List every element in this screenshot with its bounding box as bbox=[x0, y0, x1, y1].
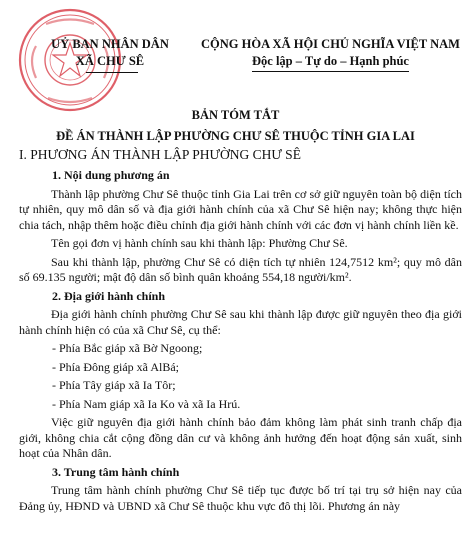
document-title: BẢN TÓM TẮT bbox=[191, 108, 280, 122]
section-heading: I. PHƯƠNG ÁN THÀNH LẬP PHƯỜNG CHƯ SÊ bbox=[19, 147, 301, 162]
authority-underline bbox=[86, 72, 138, 73]
list-item: - Phía Nam giáp xã Ia Ko và xã Ia Hrú. bbox=[52, 396, 241, 411]
paragraph: Địa giới hành chính phường Chư Sê sau khi thành lập được giữ nguyên theo địa giới hành chính hiện có của xã Chư Sê, cụ thể: bbox=[19, 307, 462, 337]
paragraph: Sau khi thành lập, phường Chư Sê có diện tích tự nhiên 124,7512 km²; quy mô dân số 69.135 người; mật độ dân số bình quân khoảng 554,18 người/km². bbox=[19, 254, 462, 284]
paragraph: Trung tâm hành chính phường Chư Sê tiếp tục được bố trí tại trụ sở hiện nay của Đảng ủy, HĐND và UBND xã Chư Sê thuộc khu vực đô thị lõi. Phương án này bbox=[19, 483, 462, 513]
authority-line2: XÃ CHƯ SÊ bbox=[75, 54, 145, 68]
list-item: - Phía Đông giáp xã AlBá; bbox=[52, 359, 179, 374]
document-body bbox=[19, 168, 462, 517]
issuing-authority bbox=[20, 36, 200, 70]
paragraph: Tên gọi đơn vị hành chính sau khi thành lập: Phường Chư Sê. bbox=[51, 236, 348, 250]
list-item: - Phía Bắc giáp xã Bờ Ngoong; bbox=[52, 341, 203, 355]
national-title bbox=[190, 36, 471, 72]
country-name: CỘNG HÒA XÃ HỘI CHỦ NGHĨA VIỆT NAM bbox=[201, 37, 460, 51]
national-motto: Độc lập – Tự do – Hạnh phúc bbox=[252, 53, 409, 72]
paragraph: Thành lập phường Chư Sê thuộc tỉnh Gia Lai trên cơ sở giữ nguyên toàn bộ diện tích tự nhiên, quy mô dân số và địa giới hành chính của xã Chư Sê hiện nay; không thực hiện chia tách, nhập thêm hoặc điều chỉnh địa giới hành chính với các đơn vị hành chính liền kề. bbox=[19, 186, 462, 232]
paragraph: Việc giữ nguyên địa giới hành chính bảo đảm không làm phát sinh tranh chấp địa giới, không chia cắt cộng đồng dân cư và không ảnh hưởng đến hoạt động sản xuất, sinh hoạt của Nhân dân. bbox=[19, 415, 462, 460]
authority-line1: UỶ BAN NHÂN DÂN bbox=[51, 37, 169, 51]
list-item: - Phía Tây giáp xã Ia Tôr; bbox=[52, 378, 176, 392]
document-subtitle: ĐỀ ÁN THÀNH LẬP PHƯỜNG CHƯ SÊ THUỘC TỈNH GIA LAI bbox=[56, 129, 415, 143]
subsection-heading-1: 1. Nội dung phương án bbox=[52, 168, 170, 182]
subsection-heading-3: 3. Trung tâm hành chính bbox=[52, 464, 180, 479]
subsection-heading-2: 2. Địa giới hành chính bbox=[52, 288, 166, 303]
